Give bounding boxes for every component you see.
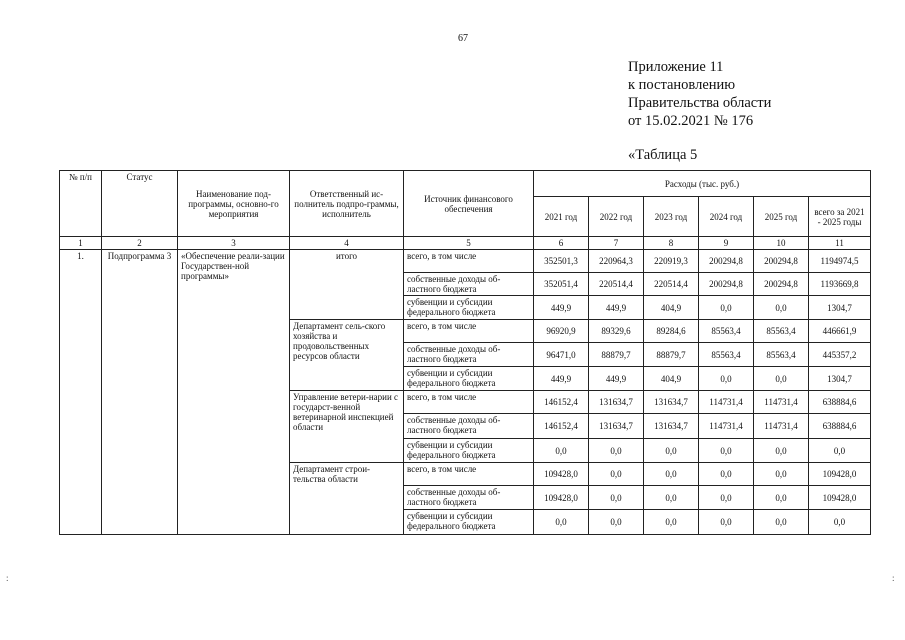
table-row [60,250,871,273]
year-value-cell: 88879,7 [644,343,699,367]
year-value-cell: 96471,0 [534,343,589,367]
year-value-cell: 449,9 [534,367,589,391]
header-status: Статус [102,171,178,237]
column-number: 2 [102,237,178,250]
year-value-cell: 0,0 [754,510,809,535]
year-value-cell: 404,9 [644,367,699,391]
year-value-cell: 114731,4 [699,414,754,439]
source-cell: всего, в том числе [404,391,534,414]
year-value-cell: 0,0 [699,463,754,486]
year-value-cell: 85563,4 [754,320,809,343]
year-value-cell: 200294,8 [699,273,754,296]
year-value-cell: 0,0 [699,367,754,391]
year-value-cell: 0,0 [589,463,644,486]
source-cell: субвенции и субсидии федерального бюджета [404,510,534,535]
appendix-line-4: от 15.02.2021 № 176 [628,113,754,129]
year-value-cell: 0,0 [754,439,809,463]
column-number: 6 [534,237,589,250]
column-number: 9 [699,237,754,250]
appendix-line-2: к постановлению [628,77,736,93]
total-value-cell: 1304,7 [809,296,871,320]
side-mark-left: : [6,573,9,583]
table-body [60,171,871,535]
year-value-cell: 220514,4 [644,273,699,296]
year-value-cell: 146152,4 [534,414,589,439]
year-value-cell: 0,0 [754,367,809,391]
appendix-line-1: Приложение 11 [628,59,724,75]
year-value-cell: 0,0 [644,439,699,463]
header-year-2024: 2024 год [699,197,754,237]
source-cell: всего, в том числе [404,463,534,486]
header-year-2023: 2023 год [644,197,699,237]
year-value-cell: 109428,0 [534,463,589,486]
year-value-cell: 114731,4 [754,391,809,414]
year-value-cell: 404,9 [644,296,699,320]
side-mark-right: : [892,573,895,583]
row-status: Подпрограмма 3 [102,250,178,535]
year-value-cell: 220964,3 [589,250,644,273]
column-number: 5 [404,237,534,250]
year-value-cell: 0,0 [644,486,699,510]
year-value-cell: 146152,4 [534,391,589,414]
year-value-cell: 0,0 [699,510,754,535]
year-value-cell: 88879,7 [589,343,644,367]
column-number: 7 [589,237,644,250]
year-value-cell: 200294,8 [754,250,809,273]
column-number-row [60,237,871,250]
appendix-line-3: Правительства области [628,95,772,111]
year-value-cell: 85563,4 [699,320,754,343]
year-value-cell: 85563,4 [699,343,754,367]
year-value-cell: 0,0 [644,510,699,535]
total-value-cell: 638884,6 [809,414,871,439]
year-value-cell: 0,0 [754,463,809,486]
total-value-cell: 0,0 [809,439,871,463]
year-value-cell: 0,0 [644,463,699,486]
source-cell: субвенции и субсидии федерального бюджета [404,439,534,463]
total-value-cell: 638884,6 [809,391,871,414]
column-number: 10 [754,237,809,250]
column-number: 11 [809,237,871,250]
year-value-cell: 131634,7 [589,391,644,414]
total-value-cell: 109428,0 [809,463,871,486]
source-cell: собственные доходы об-ластного бюджета [404,343,534,367]
year-value-cell: 0,0 [534,439,589,463]
column-number: 3 [178,237,290,250]
executor-cell: Департамент строи-тельства области [290,463,404,535]
source-cell: собственные доходы об-ластного бюджета [404,414,534,439]
year-value-cell: 114731,4 [754,414,809,439]
source-cell: субвенции и субсидии федерального бюджета [404,296,534,320]
executor-cell: Департамент сель-ского хозяйства и продовольственных ресурсов области [290,320,404,391]
year-value-cell: 131634,7 [644,414,699,439]
year-value-cell: 96920,9 [534,320,589,343]
year-value-cell: 0,0 [754,486,809,510]
total-value-cell: 1194974,5 [809,250,871,273]
column-number: 1 [60,237,102,250]
header-total: всего за 2021 - 2025 годы [809,197,871,237]
executor-cell: итого [290,250,404,320]
header-year-2022: 2022 год [589,197,644,237]
header-expenses: Расходы (тыс. руб.) [534,171,871,197]
column-number: 4 [290,237,404,250]
year-value-cell: 131634,7 [644,391,699,414]
year-value-cell: 0,0 [699,296,754,320]
year-value-cell: 89284,6 [644,320,699,343]
total-value-cell: 109428,0 [809,486,871,510]
source-cell: всего, в том числе [404,250,534,273]
executor-cell: Управление ветери-нарии с государст-венной ветеринарной инспекцией области [290,391,404,463]
source-cell: субвенции и субсидии федерального бюджета [404,367,534,391]
year-value-cell: 200294,8 [754,273,809,296]
source-cell: собственные доходы об-ластного бюджета [404,273,534,296]
year-value-cell: 220514,4 [589,273,644,296]
year-value-cell: 449,9 [589,367,644,391]
page-number: 67 [458,33,468,44]
header-source: Источник финансового обеспечения [404,171,534,237]
year-value-cell: 114731,4 [699,391,754,414]
header-num: № п/п [60,171,102,237]
year-value-cell: 0,0 [589,510,644,535]
year-value-cell: 0,0 [589,486,644,510]
header-year-2021: 2021 год [534,197,589,237]
column-number: 8 [644,237,699,250]
year-value-cell: 200294,8 [699,250,754,273]
year-value-cell: 109428,0 [534,486,589,510]
year-value-cell: 0,0 [754,296,809,320]
year-value-cell: 449,9 [534,296,589,320]
year-value-cell: 0,0 [699,439,754,463]
year-value-cell: 220919,3 [644,250,699,273]
total-value-cell: 1304,7 [809,367,871,391]
year-value-cell: 449,9 [589,296,644,320]
table-label: «Таблица 5 [628,147,698,163]
year-value-cell: 131634,7 [589,414,644,439]
total-value-cell: 445357,2 [809,343,871,367]
year-value-cell: 0,0 [589,439,644,463]
year-value-cell: 85563,4 [754,343,809,367]
header-row-1 [60,171,871,197]
year-value-cell: 0,0 [534,510,589,535]
year-value-cell: 352051,4 [534,273,589,296]
year-value-cell: 352501,3 [534,250,589,273]
row-number: 1. [60,250,102,535]
total-value-cell: 446661,9 [809,320,871,343]
appendix-block [628,58,771,130]
header-name: Наименование под-программы, основно-го мероприятия [178,171,290,237]
year-value-cell: 89329,6 [589,320,644,343]
total-value-cell: 0,0 [809,510,871,535]
header-year-2025: 2025 год [754,197,809,237]
source-cell: собственные доходы об-ластного бюджета [404,486,534,510]
header-executor: Ответственный ис-полнитель подпро-граммы, исполнитель [290,171,404,237]
expenses-table [59,170,871,535]
row-name: «Обеспечение реали-зации Государствен-ной программы» [178,250,290,535]
total-value-cell: 1193669,8 [809,273,871,296]
year-value-cell: 0,0 [699,486,754,510]
source-cell: всего, в том числе [404,320,534,343]
